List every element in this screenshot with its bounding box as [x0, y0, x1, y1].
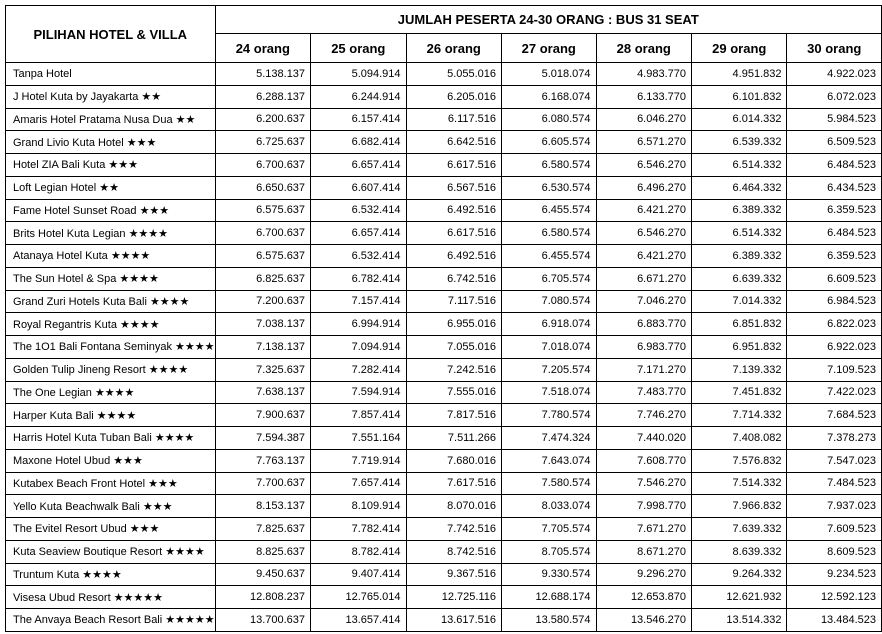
- price-cell: 6.580.574: [502, 222, 597, 245]
- price-cell: 6.617.516: [406, 154, 501, 177]
- price-cell: 6.359.523: [787, 199, 882, 222]
- hotel-column-header: PILIHAN HOTEL & VILLA: [6, 6, 216, 63]
- price-cell: 6.484.523: [787, 154, 882, 177]
- price-cell: 6.650.637: [215, 176, 310, 199]
- price-cell: 6.705.574: [502, 267, 597, 290]
- price-cell: 9.296.270: [596, 563, 691, 586]
- price-cell: 6.288.137: [215, 85, 310, 108]
- price-cell: 6.133.770: [596, 85, 691, 108]
- price-cell: 9.330.574: [502, 563, 597, 586]
- hotel-name-cell: Grand Livio Kuta Hotel ★★★: [6, 131, 216, 154]
- price-cell: 7.408.082: [692, 427, 787, 450]
- price-cell: 7.546.270: [596, 472, 691, 495]
- price-cell: 12.725.116: [406, 586, 501, 609]
- price-cell: 7.825.637: [215, 518, 310, 541]
- price-table: [5, 5, 882, 632]
- table-row: [6, 267, 882, 290]
- hotel-name-cell: Atanaya Hotel Kuta ★★★★: [6, 245, 216, 268]
- participant-count-header: 25 orang: [311, 34, 406, 63]
- hotel-name-cell: Kutabex Beach Front Hotel ★★★: [6, 472, 216, 495]
- table-row: [6, 313, 882, 336]
- hotel-name-cell: Golden Tulip Jineng Resort ★★★★: [6, 358, 216, 381]
- participant-count-header: 29 orang: [692, 34, 787, 63]
- table-row: [6, 108, 882, 131]
- table-row: [6, 176, 882, 199]
- price-cell: 6.657.414: [311, 222, 406, 245]
- price-cell: 7.378.273: [787, 427, 882, 450]
- price-cell: 6.580.574: [502, 154, 597, 177]
- table-row: [6, 358, 882, 381]
- price-cell: 7.714.332: [692, 404, 787, 427]
- hotel-name-cell: Hotel ZIA Bali Kuta ★★★: [6, 154, 216, 177]
- price-cell: 6.883.770: [596, 313, 691, 336]
- table-row: [6, 609, 882, 632]
- price-cell: 7.857.414: [311, 404, 406, 427]
- price-cell: 8.639.332: [692, 540, 787, 563]
- price-cell: 7.046.270: [596, 290, 691, 313]
- price-cell: 13.484.523: [787, 609, 882, 632]
- price-cell: 6.492.516: [406, 199, 501, 222]
- price-cell: 6.046.270: [596, 108, 691, 131]
- price-cell: 5.055.016: [406, 63, 501, 86]
- price-cell: 7.782.414: [311, 518, 406, 541]
- table-row: [6, 472, 882, 495]
- price-cell: 6.244.914: [311, 85, 406, 108]
- price-cell: 7.055.016: [406, 336, 501, 359]
- price-cell: 6.951.832: [692, 336, 787, 359]
- price-cell: 7.780.574: [502, 404, 597, 427]
- price-cell: 7.580.574: [502, 472, 597, 495]
- price-cell: 7.817.516: [406, 404, 501, 427]
- price-cell: 4.922.023: [787, 63, 882, 86]
- price-cell: 6.389.332: [692, 245, 787, 268]
- price-cell: 9.407.414: [311, 563, 406, 586]
- price-cell: 8.153.137: [215, 495, 310, 518]
- table-row: [6, 404, 882, 427]
- price-cell: 13.580.574: [502, 609, 597, 632]
- price-cell: 7.094.914: [311, 336, 406, 359]
- price-cell: 6.539.332: [692, 131, 787, 154]
- hotel-name-cell: Tanpa Hotel: [6, 63, 216, 86]
- price-cell: 6.609.523: [787, 267, 882, 290]
- price-cell: 8.609.523: [787, 540, 882, 563]
- price-cell: 7.609.523: [787, 518, 882, 541]
- price-cell: 7.483.770: [596, 381, 691, 404]
- price-cell: 13.514.332: [692, 609, 787, 632]
- hotel-name-cell: Harper Kuta Bali ★★★★: [6, 404, 216, 427]
- price-cell: 7.998.770: [596, 495, 691, 518]
- price-cell: 6.389.332: [692, 199, 787, 222]
- price-cell: 7.139.332: [692, 358, 787, 381]
- price-cell: 6.200.637: [215, 108, 310, 131]
- price-cell: 7.282.414: [311, 358, 406, 381]
- price-cell: 7.547.023: [787, 449, 882, 472]
- price-cell: 5.984.523: [787, 108, 882, 131]
- price-cell: 8.825.637: [215, 540, 310, 563]
- price-cell: 6.514.332: [692, 222, 787, 245]
- price-cell: 12.808.237: [215, 586, 310, 609]
- price-cell: 6.607.414: [311, 176, 406, 199]
- price-cell: 6.421.270: [596, 245, 691, 268]
- price-cell: 6.455.574: [502, 245, 597, 268]
- price-cell: 7.440.020: [596, 427, 691, 450]
- price-cell: 5.018.074: [502, 63, 597, 86]
- price-cell: 6.918.074: [502, 313, 597, 336]
- price-cell: 7.643.074: [502, 449, 597, 472]
- price-cell: 7.719.914: [311, 449, 406, 472]
- price-cell: 7.576.832: [692, 449, 787, 472]
- table-row: [6, 495, 882, 518]
- price-cell: 6.617.516: [406, 222, 501, 245]
- price-cell: 6.984.523: [787, 290, 882, 313]
- price-cell: 9.264.332: [692, 563, 787, 586]
- price-cell: 12.592.123: [787, 586, 882, 609]
- price-cell: 6.642.516: [406, 131, 501, 154]
- price-cell: 6.205.016: [406, 85, 501, 108]
- price-cell: 7.080.574: [502, 290, 597, 313]
- price-cell: 4.951.832: [692, 63, 787, 86]
- price-cell: 7.511.266: [406, 427, 501, 450]
- price-cell: 7.684.523: [787, 404, 882, 427]
- table-row: [6, 85, 882, 108]
- price-cell: 6.117.516: [406, 108, 501, 131]
- price-cell: 6.571.270: [596, 131, 691, 154]
- price-cell: 7.484.523: [787, 472, 882, 495]
- price-cell: 6.101.832: [692, 85, 787, 108]
- hotel-name-cell: Royal Regantris Kuta ★★★★: [6, 313, 216, 336]
- price-cell: 6.532.414: [311, 245, 406, 268]
- table-row: [6, 290, 882, 313]
- price-cell: 6.671.270: [596, 267, 691, 290]
- hotel-name-cell: Harris Hotel Kuta Tuban Bali ★★★★: [6, 427, 216, 450]
- hotel-name-cell: The 1O1 Bali Fontana Seminyak ★★★★: [6, 336, 216, 359]
- price-cell: 7.594.387: [215, 427, 310, 450]
- price-cell: 13.700.637: [215, 609, 310, 632]
- price-cell: 7.422.023: [787, 381, 882, 404]
- price-cell: 7.937.023: [787, 495, 882, 518]
- price-cell: 6.657.414: [311, 154, 406, 177]
- price-cell: 6.496.270: [596, 176, 691, 199]
- hotel-name-cell: Visesa Ubud Resort ★★★★★: [6, 586, 216, 609]
- table-row: [6, 427, 882, 450]
- price-cell: 7.763.137: [215, 449, 310, 472]
- price-cell: 6.484.523: [787, 222, 882, 245]
- price-cell: 6.421.270: [596, 199, 691, 222]
- participant-count-header: 30 orang: [787, 34, 882, 63]
- price-cell: 7.966.832: [692, 495, 787, 518]
- table-row: [6, 222, 882, 245]
- price-cell: 7.746.270: [596, 404, 691, 427]
- price-cell: 6.825.637: [215, 267, 310, 290]
- price-cell: 7.514.332: [692, 472, 787, 495]
- price-cell: 6.546.270: [596, 222, 691, 245]
- price-cell: 6.575.637: [215, 199, 310, 222]
- hotel-name-cell: Loft Legian Hotel ★★: [6, 176, 216, 199]
- price-cell: 7.671.270: [596, 518, 691, 541]
- price-cell: 7.157.414: [311, 290, 406, 313]
- price-cell: 6.464.332: [692, 176, 787, 199]
- table-row: [6, 381, 882, 404]
- table-row: [6, 131, 882, 154]
- table-row: [6, 154, 882, 177]
- price-cell: 7.518.074: [502, 381, 597, 404]
- table-body: [6, 63, 882, 632]
- hotel-name-cell: Grand Zuri Hotels Kuta Bali ★★★★: [6, 290, 216, 313]
- price-cell: 8.742.516: [406, 540, 501, 563]
- price-cell: 6.532.414: [311, 199, 406, 222]
- price-cell: 13.546.270: [596, 609, 691, 632]
- price-cell: 4.983.770: [596, 63, 691, 86]
- price-cell: 7.555.016: [406, 381, 501, 404]
- price-cell: 7.551.164: [311, 427, 406, 450]
- price-cell: 7.680.016: [406, 449, 501, 472]
- table-row: [6, 586, 882, 609]
- price-cell: 7.617.516: [406, 472, 501, 495]
- price-cell: 9.234.523: [787, 563, 882, 586]
- hotel-name-cell: Amaris Hotel Pratama Nusa Dua ★★: [6, 108, 216, 131]
- price-cell: 12.688.174: [502, 586, 597, 609]
- price-cell: 7.200.637: [215, 290, 310, 313]
- hotel-name-cell: J Hotel Kuta by Jayakarta ★★: [6, 85, 216, 108]
- hotel-name-cell: The Sun Hotel & Spa ★★★★: [6, 267, 216, 290]
- price-cell: 12.765.014: [311, 586, 406, 609]
- table-row: [6, 199, 882, 222]
- price-cell: 13.617.516: [406, 609, 501, 632]
- price-cell: 9.367.516: [406, 563, 501, 586]
- price-cell: 6.014.332: [692, 108, 787, 131]
- price-cell: 7.639.332: [692, 518, 787, 541]
- price-cell: 7.742.516: [406, 518, 501, 541]
- participant-count-header: 26 orang: [406, 34, 501, 63]
- price-cell: 6.922.023: [787, 336, 882, 359]
- participants-group-header: JUMLAH PESERTA 24-30 ORANG : BUS 31 SEAT: [215, 6, 881, 34]
- price-cell: 6.492.516: [406, 245, 501, 268]
- table-row: [6, 245, 882, 268]
- price-cell: 6.742.516: [406, 267, 501, 290]
- price-cell: 6.455.574: [502, 199, 597, 222]
- price-cell: 9.450.637: [215, 563, 310, 586]
- price-cell: 6.434.523: [787, 176, 882, 199]
- participant-count-header: 24 orang: [215, 34, 310, 63]
- price-cell: 7.014.332: [692, 290, 787, 313]
- price-cell: 6.359.523: [787, 245, 882, 268]
- hotel-name-cell: The One Legian ★★★★: [6, 381, 216, 404]
- price-cell: 8.109.914: [311, 495, 406, 518]
- price-cell: 6.530.574: [502, 176, 597, 199]
- price-cell: 7.451.832: [692, 381, 787, 404]
- price-cell: 6.157.414: [311, 108, 406, 131]
- hotel-name-cell: Brits Hotel Kuta Legian ★★★★: [6, 222, 216, 245]
- price-cell: 7.205.574: [502, 358, 597, 381]
- price-cell: 6.639.332: [692, 267, 787, 290]
- price-cell: 13.657.414: [311, 609, 406, 632]
- price-cell: 6.567.516: [406, 176, 501, 199]
- price-cell: 7.038.137: [215, 313, 310, 336]
- price-cell: 6.851.832: [692, 313, 787, 336]
- price-cell: 8.070.016: [406, 495, 501, 518]
- price-cell: 5.138.137: [215, 63, 310, 86]
- price-cell: 6.700.637: [215, 222, 310, 245]
- price-cell: 6.782.414: [311, 267, 406, 290]
- price-cell: 6.072.023: [787, 85, 882, 108]
- price-cell: 7.638.137: [215, 381, 310, 404]
- price-cell: 7.608.770: [596, 449, 691, 472]
- hotel-name-cell: The Anvaya Beach Resort Bali ★★★★★: [6, 609, 216, 632]
- price-cell: 5.094.914: [311, 63, 406, 86]
- price-cell: 12.621.932: [692, 586, 787, 609]
- table-row: [6, 336, 882, 359]
- table-row: [6, 563, 882, 586]
- price-cell: 6.168.074: [502, 85, 597, 108]
- price-cell: 7.171.270: [596, 358, 691, 381]
- hotel-name-cell: Kuta Seaview Boutique Resort ★★★★: [6, 540, 216, 563]
- price-cell: 6.546.270: [596, 154, 691, 177]
- hotel-name-cell: The Evitel Resort Ubud ★★★: [6, 518, 216, 541]
- table-row: [6, 540, 882, 563]
- hotel-name-cell: Yello Kuta Beachwalk Bali ★★★: [6, 495, 216, 518]
- price-cell: 6.080.574: [502, 108, 597, 131]
- price-cell: 8.782.414: [311, 540, 406, 563]
- price-cell: 7.242.516: [406, 358, 501, 381]
- price-cell: 7.657.414: [311, 472, 406, 495]
- hotel-name-cell: Truntum Kuta ★★★★: [6, 563, 216, 586]
- price-cell: 8.033.074: [502, 495, 597, 518]
- price-cell: 8.671.270: [596, 540, 691, 563]
- price-cell: 7.018.074: [502, 336, 597, 359]
- price-cell: 7.705.574: [502, 518, 597, 541]
- price-cell: 7.109.523: [787, 358, 882, 381]
- price-cell: 6.822.023: [787, 313, 882, 336]
- table-row: [6, 63, 882, 86]
- price-cell: 6.682.414: [311, 131, 406, 154]
- hotel-name-cell: Fame Hotel Sunset Road ★★★: [6, 199, 216, 222]
- hotel-name-cell: Maxone Hotel Ubud ★★★: [6, 449, 216, 472]
- price-cell: 6.725.637: [215, 131, 310, 154]
- price-cell: 7.700.637: [215, 472, 310, 495]
- price-cell: 6.514.332: [692, 154, 787, 177]
- price-cell: 6.983.770: [596, 336, 691, 359]
- price-cell: 6.605.574: [502, 131, 597, 154]
- price-cell: 7.474.324: [502, 427, 597, 450]
- price-cell: 7.325.637: [215, 358, 310, 381]
- price-cell: 7.138.137: [215, 336, 310, 359]
- price-cell: 6.700.637: [215, 154, 310, 177]
- table-row: [6, 449, 882, 472]
- price-cell: 8.705.574: [502, 540, 597, 563]
- table-row: [6, 518, 882, 541]
- price-cell: 7.594.914: [311, 381, 406, 404]
- price-cell: 6.955.016: [406, 313, 501, 336]
- price-cell: 6.509.523: [787, 131, 882, 154]
- price-cell: 6.994.914: [311, 313, 406, 336]
- participant-count-header: 27 orang: [502, 34, 597, 63]
- price-cell: 7.900.637: [215, 404, 310, 427]
- price-cell: 6.575.637: [215, 245, 310, 268]
- price-cell: 7.117.516: [406, 290, 501, 313]
- price-cell: 12.653.870: [596, 586, 691, 609]
- participant-count-header: 28 orang: [596, 34, 691, 63]
